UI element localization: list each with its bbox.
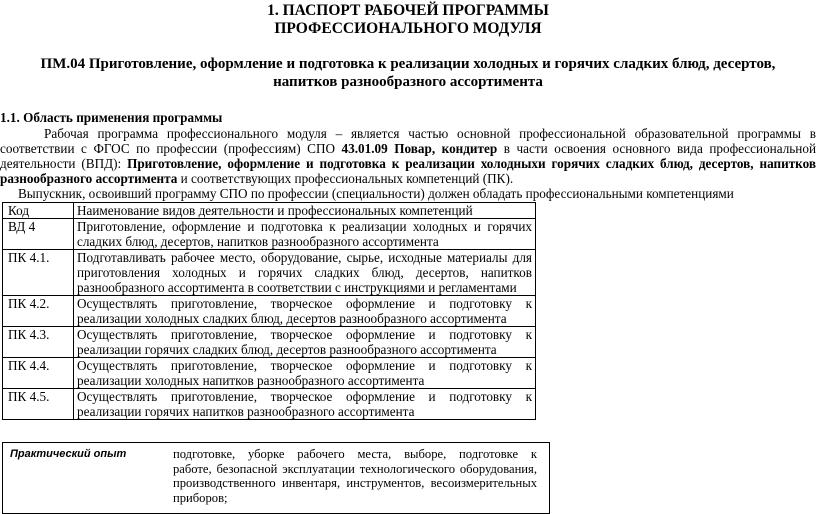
row-description: Осуществлять приготовление, творческое оформление и подготовку к реализации горячих сладких блюд, десертов разнообразного ассортимента (74, 327, 536, 358)
row-description: Осуществлять приготовление, творческое оформление и подготовку к реализации холодных напитков разнообразного ассортимента (74, 358, 536, 389)
table-row (3, 389, 536, 420)
row-code: ВД 4 (3, 219, 74, 250)
graduate-statement: Выпускник, освоивший программу СПО по профессии (специальности) должен обладать профессиональными компетенциями (18, 186, 734, 201)
module-title-line2: напитков разнообразного ассортимента (273, 74, 543, 90)
paragraph-line-3: деятельности (ВПД): Приготовление, оформление и подготовка к реализации холодныхи горячих сладких блюд, десертов, напитков (0, 156, 816, 171)
table-row (3, 327, 536, 358)
practical-experience-label: Практический опыт (10, 448, 127, 460)
row-description: Осуществлять приготовление, творческое оформление и подготовку к реализации горячих напитков разнообразного ассортимента (74, 389, 536, 420)
paragraph-line-4: разнообразного ассортимента и соответствующих профессиональных компетенций (ПК). (0, 171, 514, 186)
row-code: ПК 4.1. (3, 250, 74, 296)
document-title-line2: ПРОФЕССИОНАЛЬНОГО МОДУЛЯ (274, 20, 542, 37)
practical-experience-text: подготовке, уборке рабочего места, выборе, подготовке к работе, безопасной эксплуатации технологического оборудования, производственного инвентаря, инструментов, весоизмерительных приборов; (173, 447, 537, 505)
table-row (3, 358, 536, 389)
header-code: Код (3, 203, 74, 219)
practical-experience-box (2, 442, 550, 514)
table-row (3, 219, 536, 250)
row-code: ПК 4.5. (3, 389, 74, 420)
row-code: ПК 4.2. (3, 296, 74, 327)
document-title-line1: 1. ПАСПОРТ РАБОЧЕЙ ПРОГРАММЫ (267, 2, 549, 19)
module-title-line1: ПМ.04 Приготовление, оформление и подготовка к реализации холодных и горячих сладких блюд, десертов, (40, 56, 776, 72)
row-description: Приготовление, оформление и подготовка к реализации холодных и горячих сладких блюд, десертов, напитков разнообразного ассортимента (74, 219, 536, 250)
header-name: Наименование видов деятельности и профессиональных компетенций (74, 203, 536, 219)
profession-code: 43.01.09 Повар, кондитер (341, 141, 498, 156)
paragraph-line-1: Рабочая программа профессионального модуля – является частью основной профессиональной образовательной программы в (44, 126, 816, 141)
competencies-table (2, 202, 536, 420)
paragraph-line-2: соответствии с ФГОС по профессии (профессиям) СПО 43.01.09 Повар, кондитер в части освоения основного вида профессиональной (0, 141, 816, 156)
table-row (3, 250, 536, 296)
row-code: ПК 4.4. (3, 358, 74, 389)
table-header-row (3, 203, 536, 219)
row-description: Осуществлять приготовление, творческое оформление и подготовку к реализации холодных сладких блюд, десертов разнообразного ассортимента (74, 296, 536, 327)
row-description: Подготавливать рабочее место, оборудование, сырье, исходные материалы для приготовления холодных и горячих сладких блюд, десертов, напитков разнообразного ассортимента в соответствии с инструкциями и регламентами (74, 250, 536, 296)
table-row (3, 296, 536, 327)
row-code: ПК 4.3. (3, 327, 74, 358)
section-paragraph (0, 126, 816, 186)
section-heading: 1.1. Область применения программы (0, 110, 223, 125)
